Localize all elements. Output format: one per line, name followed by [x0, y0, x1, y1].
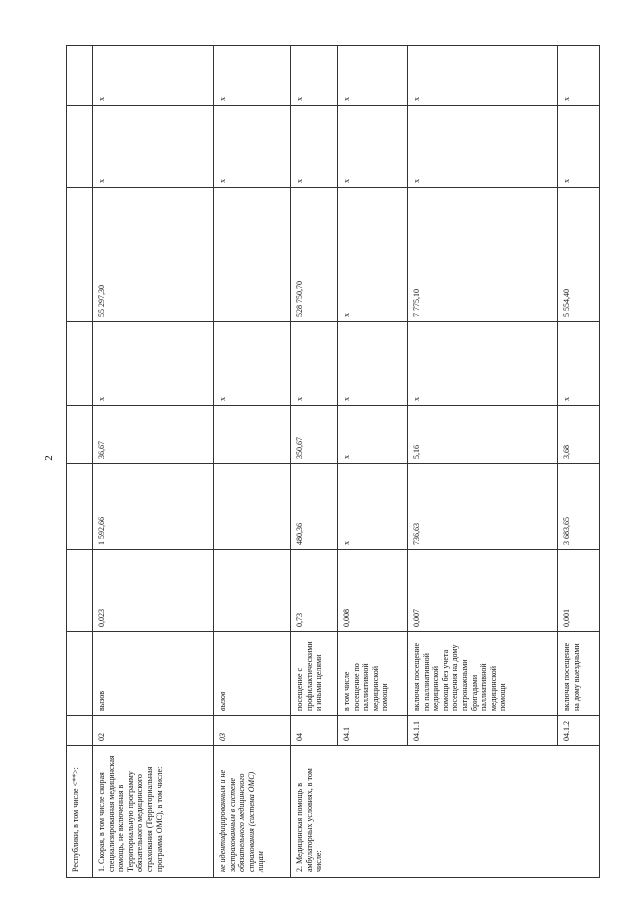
cell-v4 — [67, 322, 93, 406]
cell-v1: 0,001 — [558, 550, 600, 632]
row-unit — [67, 632, 93, 716]
cell-v3: 350,67 — [291, 406, 338, 464]
row-code — [67, 716, 93, 746]
cell-v6: x — [408, 106, 558, 188]
row-unit: включая посещение на дому выездными — [558, 632, 600, 716]
cell-v3 — [214, 406, 291, 464]
cell-v7 — [67, 46, 93, 106]
cell-v6: x — [338, 106, 408, 188]
cell-v2 — [214, 464, 291, 550]
table-row — [291, 46, 338, 878]
table-rotated — [66, 66, 599, 878]
row-unit: вызов — [93, 632, 214, 716]
cell-v7: x — [408, 46, 558, 106]
table-row — [214, 46, 291, 878]
table-row — [67, 46, 93, 878]
row-code: 04.1.2 — [558, 716, 600, 746]
cell-v5: x — [338, 188, 408, 322]
cell-v5: 5 554,40 — [558, 188, 600, 322]
cell-v7: x — [214, 46, 291, 106]
row-code: 02 — [93, 716, 214, 746]
cell-v5: 7 775,10 — [408, 188, 558, 322]
cell-v4: x — [338, 322, 408, 406]
row-name: 1. Скорая, в том числе скорая специализированная медицинская помощь, не включенная в Территориальную программу обязательного медицинского страхования (Территориальная программа ОМС), в том числе: — [93, 746, 214, 878]
data-table — [66, 45, 600, 878]
row-code: 04.1 — [338, 716, 408, 746]
table-area — [66, 66, 599, 878]
cell-v3: 3,68 — [558, 406, 600, 464]
cell-v2 — [67, 464, 93, 550]
cell-v4: x — [291, 322, 338, 406]
row-unit: включая посещение по паллиативной медицинской помощи без учета посещения на дому патронажными бригадами паллиативной медицинской помощи — [408, 632, 558, 716]
row-code: 03 — [214, 716, 291, 746]
cell-v3 — [67, 406, 93, 464]
row-unit: в том числе посещение по паллиативной медицинской помощи — [338, 632, 408, 716]
cell-v3: 36,67 — [93, 406, 214, 464]
cell-v2: 736,63 — [408, 464, 558, 550]
cell-v4: x — [408, 322, 558, 406]
cell-v3: 5,16 — [408, 406, 558, 464]
cell-v6 — [67, 106, 93, 188]
cell-v1: 0,007 — [408, 550, 558, 632]
cell-v2: 480,36 — [291, 464, 338, 550]
cell-v1 — [67, 550, 93, 632]
row-code: 04 — [291, 716, 338, 746]
row-unit: посещение с профилактическими и иными целями — [291, 632, 338, 716]
cell-v4: x — [558, 322, 600, 406]
page-number: 2 — [43, 455, 55, 461]
row-name: Республики, в том числе <**>: — [67, 746, 93, 878]
row-name: не идентифицированным и не застрахованным в системе обязательного медицинского страхования (система ОМС) лицам — [214, 746, 291, 878]
cell-v7: x — [291, 46, 338, 106]
cell-v6: x — [93, 106, 214, 188]
cell-v4: x — [214, 322, 291, 406]
cell-v5 — [67, 188, 93, 322]
cell-v2: x — [338, 464, 408, 550]
cell-v4: x — [93, 322, 214, 406]
cell-v1: 0,73 — [291, 550, 338, 632]
cell-v7: x — [558, 46, 600, 106]
cell-v5: 55 297,30 — [93, 188, 214, 322]
cell-v6: x — [214, 106, 291, 188]
cell-v6: x — [558, 106, 600, 188]
cell-v1 — [214, 550, 291, 632]
cell-v7: x — [338, 46, 408, 106]
cell-v3: x — [338, 406, 408, 464]
cell-v7: x — [93, 46, 214, 106]
row-code: 04.1.1 — [408, 716, 558, 746]
row-unit: вызов — [214, 632, 291, 716]
cell-v1: 0,008 — [338, 550, 408, 632]
cell-v2: 3 683,65 — [558, 464, 600, 550]
table-row — [93, 46, 214, 878]
cell-v2: 1 592,66 — [93, 464, 214, 550]
cell-v1: 0,023 — [93, 550, 214, 632]
cell-v6: x — [291, 106, 338, 188]
cell-v5 — [214, 188, 291, 322]
cell-v5: 528 750,70 — [291, 188, 338, 322]
row-name: 2. Медицинская помощь в амбулаторных условиях, в том числе: — [291, 746, 600, 878]
